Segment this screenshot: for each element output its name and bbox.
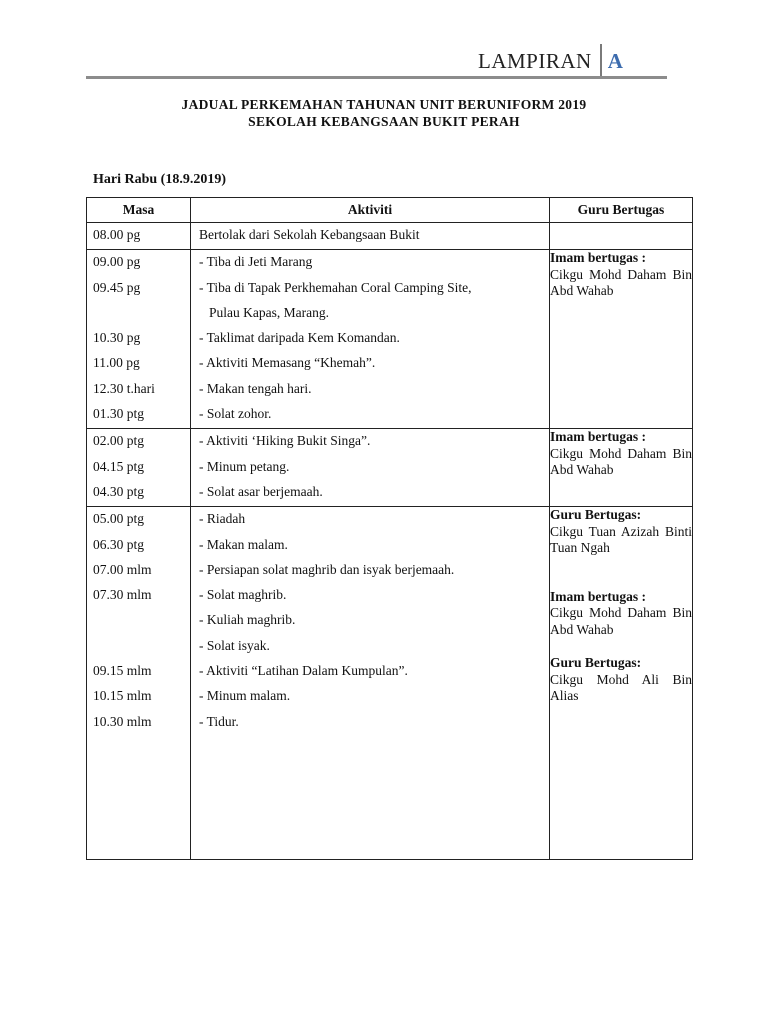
- time-entry: 11.00 pg: [93, 355, 140, 371]
- activity-entry: - Minum petang.: [199, 458, 290, 474]
- activity-entry: Bertolak dari Sekolah Kebangsaan Bukit: [199, 227, 420, 242]
- duty-teacher-cell: [550, 507, 693, 860]
- activity-entry: - Persiapan solat maghrib dan isyak berjemaah.: [199, 561, 455, 577]
- table-row: [87, 223, 693, 250]
- time-entry: 10.30 mlm: [93, 713, 152, 729]
- duty-teacher-name: Cikgu Mohd Ali Bin Alias: [550, 671, 692, 704]
- activity-entry: - Tidur.: [199, 713, 239, 729]
- time-entry: 08.00 pg: [93, 227, 141, 242]
- activity-entry: - Solat isyak.: [199, 637, 270, 653]
- duty-heading: Imam bertugas :: [550, 429, 646, 445]
- day-label: Hari Rabu (18.9.2019): [93, 172, 226, 187]
- time-entry: [87, 609, 190, 634]
- duty-teacher-cell: [550, 223, 693, 250]
- header-rule: [86, 76, 667, 79]
- duty-heading: Imam bertugas :: [550, 588, 646, 604]
- activity-entry: - Solat maghrib.: [199, 587, 287, 603]
- appendix-word: LAMPIRAN: [478, 48, 592, 73]
- activity-cell: [191, 250, 550, 429]
- time-entry: 05.00 ptg: [93, 511, 145, 527]
- spacer: [550, 638, 692, 655]
- table-row: [87, 250, 693, 429]
- activity-entry: - Taklimat daripada Kem Komandan.: [199, 330, 400, 346]
- document-title-line-2: SEKOLAH KEBANGSAAN BUKIT PERAH: [248, 114, 520, 129]
- time-entry: 09.15 mlm: [93, 663, 152, 679]
- time-entry: 06.30 ptg: [93, 536, 145, 552]
- duty-heading: Imam bertugas :: [550, 250, 646, 266]
- activity-entry: - Makan tengah hari.: [199, 380, 312, 396]
- duty-block: [550, 429, 692, 479]
- time-entry: 07.30 mlm: [93, 587, 152, 603]
- activity-entry: - Solat asar berjemaah.: [199, 483, 323, 499]
- time-entry: 01.30 ptg: [93, 406, 145, 422]
- appendix-divider: [600, 44, 602, 78]
- header-aktiviti: Aktiviti: [191, 198, 550, 223]
- duty-teacher-name: Cikgu Mohd Daham Bin Abd Wahab: [550, 605, 692, 637]
- activity-entry: - Riadah: [199, 511, 246, 527]
- table-row: [87, 507, 693, 860]
- time-cell: [87, 250, 191, 429]
- time-entry: 09.00 pg: [93, 254, 141, 270]
- duty-teacher-cell: [550, 250, 693, 429]
- activity-entry: - Aktiviti “Latihan Dalam Kumpulan”.: [199, 663, 408, 679]
- time-entry: 10.30 pg: [93, 330, 141, 346]
- activity-cell: [191, 429, 550, 507]
- header-masa: Masa: [87, 198, 191, 223]
- activity-entry: - Tiba di Jeti Marang: [199, 254, 313, 270]
- time-cell: [87, 429, 191, 507]
- schedule-table: [86, 197, 693, 860]
- time-entry: 02.00 ptg: [93, 433, 145, 449]
- activity-entry: - Kuliah maghrib.: [199, 612, 296, 628]
- duty-block: [550, 589, 692, 639]
- time-entry: 09.45 pg: [93, 279, 141, 295]
- time-cell: [87, 223, 191, 250]
- time-entry: 10.15 mlm: [93, 688, 152, 704]
- duty-block: [550, 250, 692, 300]
- duty-teacher-name: Cikgu Mohd Daham Bin Abd Wahab: [550, 266, 692, 299]
- document-title-line-1: JADUAL PERKEMAHAN TAHUNAN UNIT BERUNIFORM 2019: [181, 97, 587, 112]
- activity-entry: - Aktiviti Memasang “Khemah”.: [199, 355, 376, 371]
- time-entry: 04.30 ptg: [93, 483, 145, 499]
- duty-teacher-name: Cikgu Tuan Azizah Binti Tuan Ngah: [550, 523, 692, 556]
- time-entry: 04.15 ptg: [93, 458, 145, 474]
- appendix-letter: A: [607, 48, 624, 73]
- table-header-row: [87, 198, 693, 223]
- activity-cell: [191, 223, 550, 250]
- time-entry: [87, 635, 190, 660]
- time-entry: 07.00 mlm: [93, 561, 152, 577]
- activity-entry: - Solat zohor.: [199, 406, 272, 422]
- header-guru: Guru Bertugas: [550, 198, 693, 223]
- duty-heading: Guru Bertugas:: [550, 655, 642, 671]
- duty-heading: Guru Bertugas:: [550, 507, 642, 523]
- table-row: [87, 429, 693, 507]
- duty-teacher-cell: [550, 429, 693, 507]
- spacer: [550, 557, 692, 589]
- time-cell: [87, 507, 191, 860]
- activity-entry: Pulau Kapas, Marang.: [209, 304, 329, 320]
- activity-entry: - Aktiviti ‘Hiking Bukit Singa”.: [199, 433, 371, 449]
- activity-entry: - Makan malam.: [199, 536, 288, 552]
- activity-entry: - Minum malam.: [199, 688, 291, 704]
- duty-block: [550, 507, 692, 557]
- activity-cell: [191, 507, 550, 860]
- appendix-label: [478, 44, 623, 78]
- time-entry: 12.30 t.hari: [93, 380, 155, 396]
- time-entry: [87, 302, 190, 327]
- duty-block: [550, 655, 692, 705]
- duty-teacher-name: Cikgu Mohd Daham Bin Abd Wahab: [550, 445, 692, 478]
- activity-entry: - Tiba di Tapak Perkhemahan Coral Camping Site,: [199, 279, 472, 295]
